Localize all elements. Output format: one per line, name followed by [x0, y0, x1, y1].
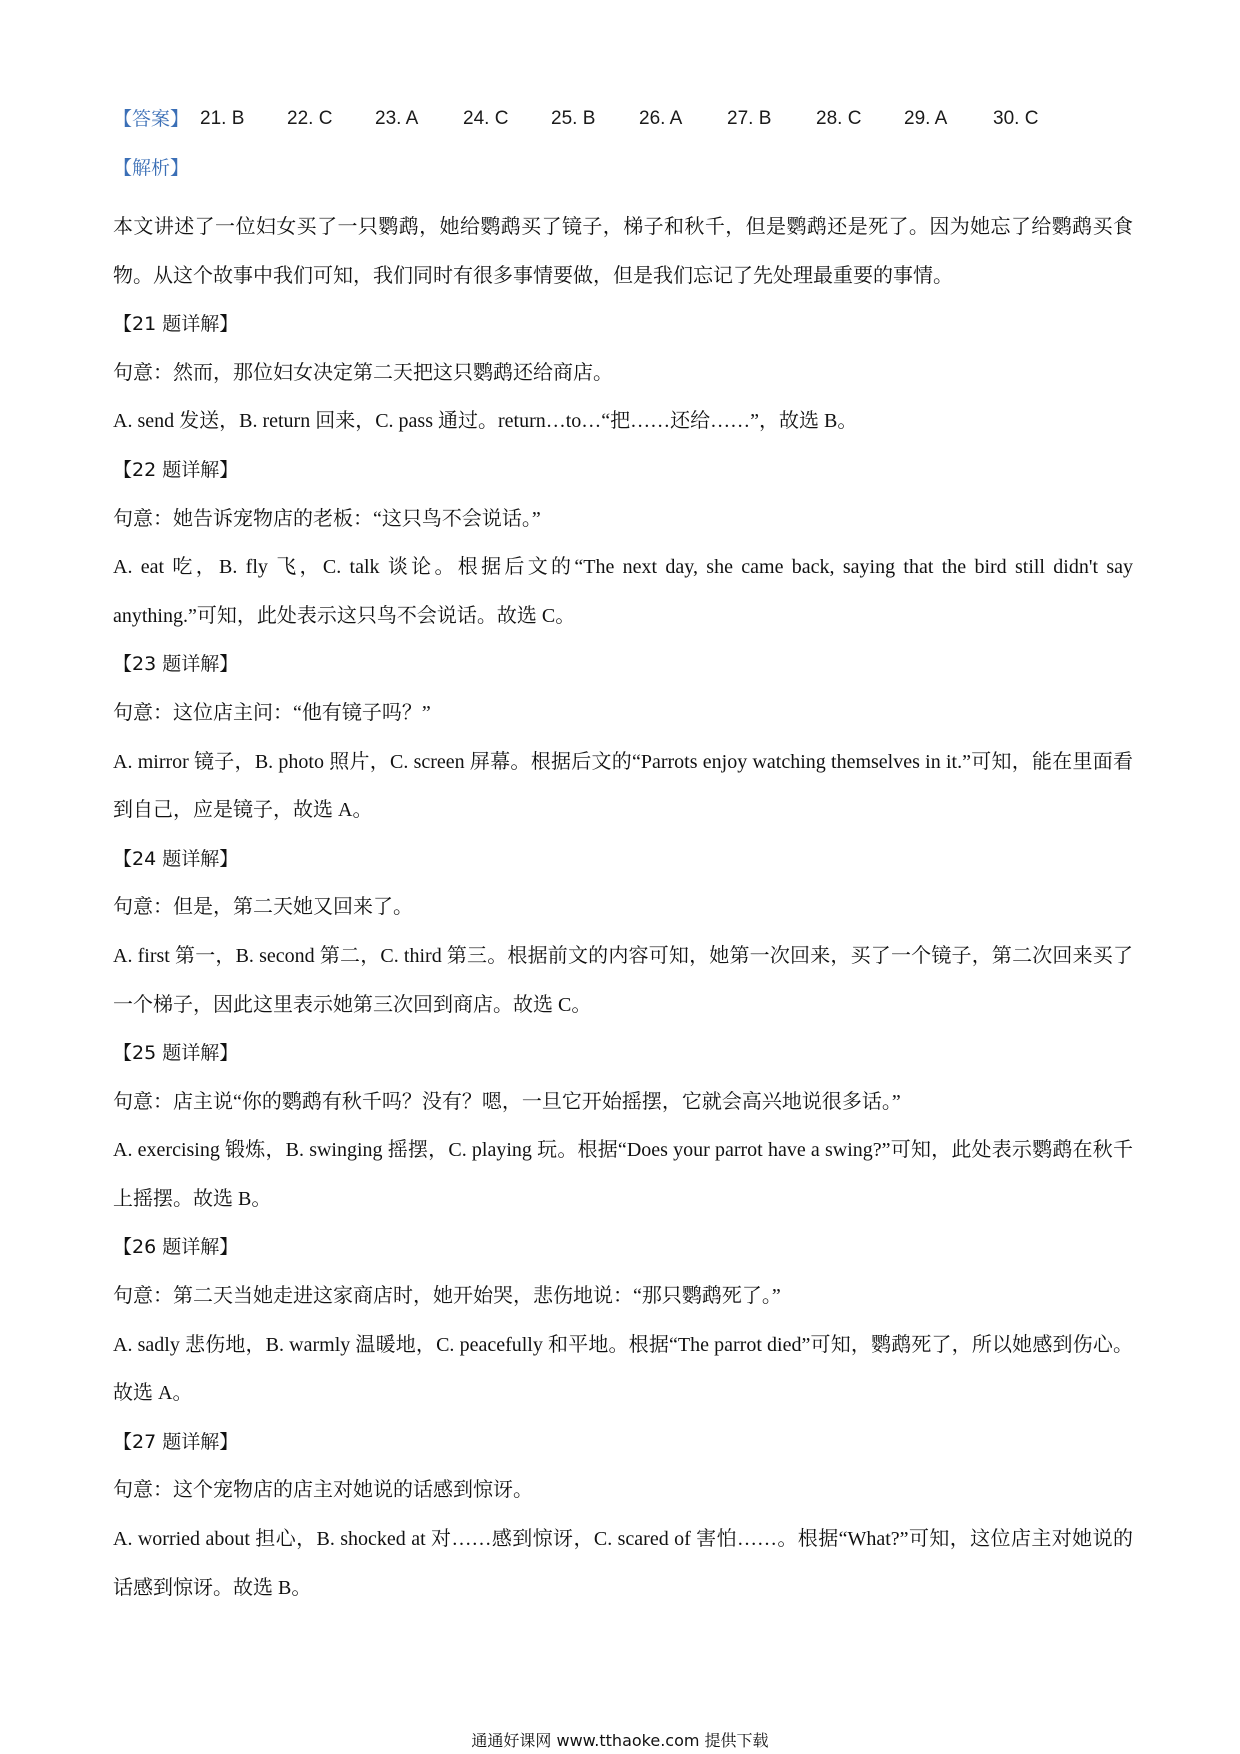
- answer-item: 21. B: [200, 108, 245, 129]
- answer-item: 23. A: [375, 108, 419, 129]
- answer-tag: 【答案】: [113, 108, 190, 130]
- sentence-meaning: 句意：这个宠物店的店主对她说的话感到惊讶。: [113, 1479, 533, 1502]
- answer-item: 30. C: [993, 108, 1039, 129]
- option-explanation: A. send 发送，B. return 回来，C. pass 通过。return…to…“把……还给……”，故选 B。: [113, 410, 858, 433]
- analysis-body: [113, 203, 1133, 1612]
- answer-line: [113, 104, 1039, 134]
- option-explanation: A. sadly 悲伤地，B. warmly 温暖地，C. peacefully 和平地。根据“The parrot died”可知，鹦鹉死了，所以她感到伤心。故选 A。: [113, 1333, 1133, 1405]
- answer-item: 28. C: [816, 108, 862, 129]
- option-explanation: A. mirror 镜子，B. photo 照片，C. screen 屏幕。根据后文的“Parrots enjoy watching themselves in it.”可知，能在里面看到自己，应是镜子，故选 A。: [113, 750, 1133, 822]
- option-explanation: A. exercising 锻炼，B. swinging 摇摆，C. playing 玩。根据“Does your parrot have a swing?”可知，此处表示鹦鹉在秋千上摇摆。故选 B。: [113, 1139, 1133, 1210]
- question-heading: 【21 题详解】: [113, 313, 239, 336]
- sentence-meaning: 句意：然而，那位妇女决定第二天把这只鹦鹉还给商店。: [113, 361, 613, 384]
- sentence-meaning: 句意：第二天当她走进这家商店时，她开始哭，悲伤地说：“那只鹦鹉死了。”: [113, 1285, 781, 1308]
- answer-item: 24. C: [463, 108, 509, 129]
- summary-paragraph: 本文讲述了一位妇女买了一只鹦鹉，她给鹦鹉买了镜子，梯子和秋千，但是鹦鹉还是死了。因为她忘了给鹦鹉买食物。从这个故事中我们可知，我们同时有很多事情要做，但是我们忘记了先处理最重要的事情。: [113, 216, 1133, 287]
- sentence-meaning: 句意：她告诉宠物店的老板：“这只鸟不会说话。”: [113, 507, 541, 530]
- answer-item: 22. C: [287, 108, 333, 129]
- sentence-meaning: 句意：但是，第二天她又回来了。: [113, 896, 413, 919]
- option-explanation: A. worried about 担心，B. shocked at 对……感到惊讶，C. scared of 害怕……。根据“What?”可知，这位店主对她说的话感到惊讶。故选 B。: [113, 1528, 1133, 1599]
- question-heading: 【22 题详解】: [113, 458, 239, 481]
- option-explanation: A. first 第一，B. second 第二，C. third 第三。根据前文的内容可知，她第一次回来，买了一个镜子，第二次回来买了一个梯子，因此这里表示她第三次回到商店。故选 C。: [113, 944, 1133, 1016]
- answer-item: 29. A: [904, 108, 948, 129]
- question-heading: 【26 题详解】: [113, 1236, 239, 1259]
- sentence-meaning: 句意：店主说“你的鹦鹉有秋千吗？没有？嗯，一旦它开始摇摆，它就会高兴地说很多话。”: [113, 1090, 901, 1113]
- page-footer: 通通好课网 www.tthaoke.com 提供下载: [471, 1731, 769, 1750]
- answer-item: 25. B: [551, 108, 596, 129]
- question-heading: 【23 题详解】: [113, 653, 239, 676]
- option-explanation: A. eat 吃，B. fly 飞，C. talk 谈论。根据后文的“The next day, she came back, saying that the bird still didn't say anything.”可知，此处表示这只鸟不会说话。故选 C。: [113, 556, 1133, 627]
- question-heading: 【24 题详解】: [113, 847, 239, 870]
- answer-item: 27. B: [727, 108, 772, 129]
- question-heading: 【25 题详解】: [113, 1042, 239, 1065]
- answer-item: 26. A: [639, 108, 683, 129]
- analysis-tag: 【解析】: [113, 157, 190, 179]
- sentence-meaning: 句意：这位店主问：“他有镜子吗？”: [113, 701, 431, 724]
- question-heading: 【27 题详解】: [113, 1430, 239, 1453]
